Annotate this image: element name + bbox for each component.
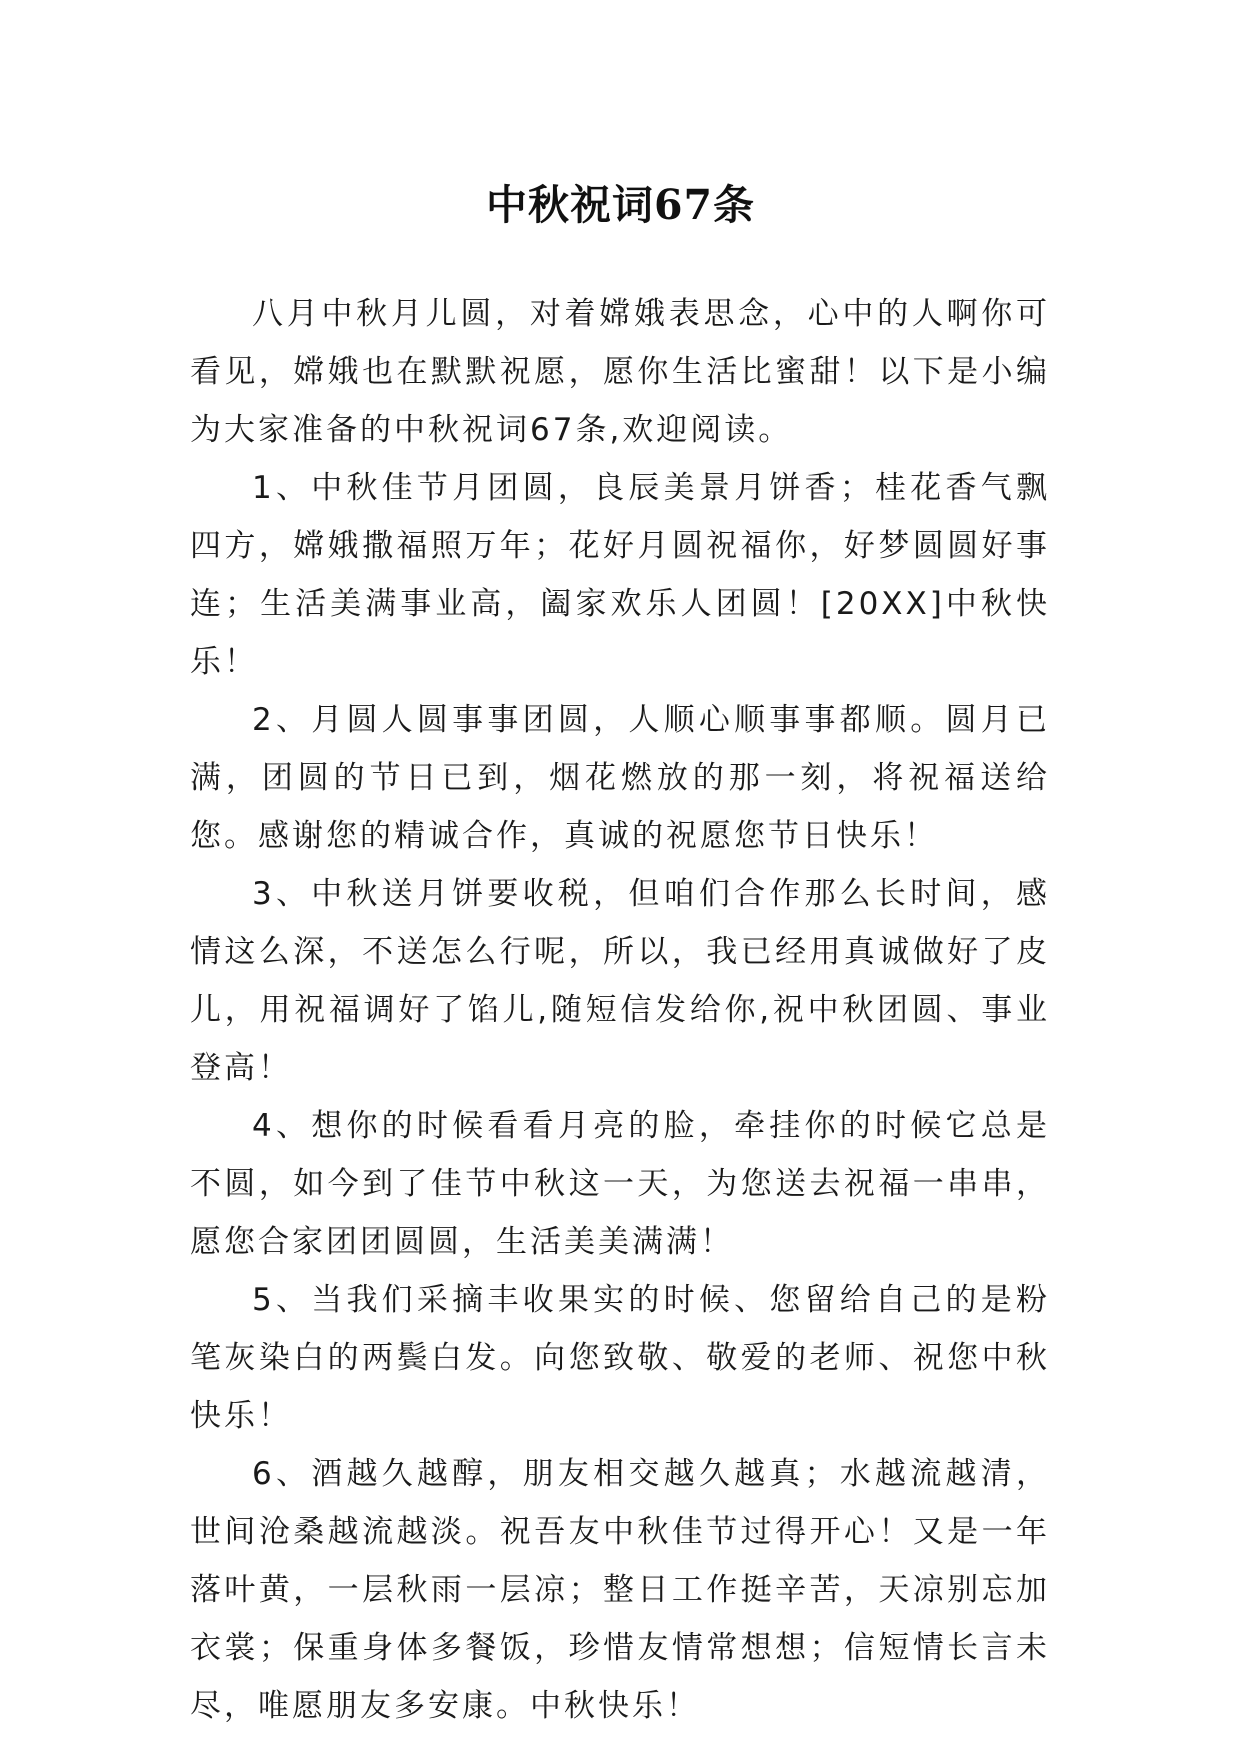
greeting-paragraph-4: 4、想你的时候看看月亮的脸，牵挂你的时候它总是不圆，如今到了佳节中秋这一天，为您送去祝福一串串，愿您合家团团圆圆，生活美美满满！: [190, 1108, 1050, 1260]
greeting-paragraph-5: 5、当我们采摘丰收果实的时候、您留给自己的是粉笔灰染白的两鬓白发。向您致敬、敬爱的老师、祝您中秋快乐！: [190, 1282, 1050, 1434]
greeting-paragraph-2: 2、月圆人圆事事团圆，人顺心顺事事都顺。圆月已满，团圆的节日已到，烟花燃放的那一刻，将祝福送给您。感谢您的精诚合作，真诚的祝愿您节日快乐！: [190, 702, 1050, 854]
greeting-paragraph-3: 3、中秋送月饼要收税，但咱们合作那么长时间，感情这么深，不送怎么行呢，所以，我已经用真诚做好了皮儿，用祝福调好了馅儿,随短信发给你,祝中秋团圆、事业登高！: [190, 876, 1050, 1086]
greeting-paragraph-6: 6、酒越久越醇，朋友相交越久越真；水越流越清，世间沧桑越流越淡。祝吾友中秋佳节过得开心！又是一年落叶黄，一层秋雨一层凉；整日工作挺辛苦，天凉别忘加衣裳；保重身体多餐饭，珍惜友情常想想；信短情长言未尽，唯愿朋友多安康。中秋快乐！: [190, 1456, 1050, 1724]
greeting-paragraph-1: 1、中秋佳节月团圆，良辰美景月饼香；桂花香气飘四方，嫦娥撒福照万年；花好月圆祝福你，好梦圆圆好事连；生活美满事业高，阖家欢乐人团圆！[20XX]中秋快乐！: [190, 470, 1050, 680]
document-title: 中秋祝词67条: [485, 181, 756, 230]
intro-paragraph: 八月中秋月儿圆，对着嫦娥表思念，心中的人啊你可看见，嫦娥也在默默祝愿，愿你生活比蜜甜！以下是小编为大家准备的中秋祝词67条,欢迎阅读。: [190, 296, 1050, 448]
document-body: [190, 285, 1050, 1735]
